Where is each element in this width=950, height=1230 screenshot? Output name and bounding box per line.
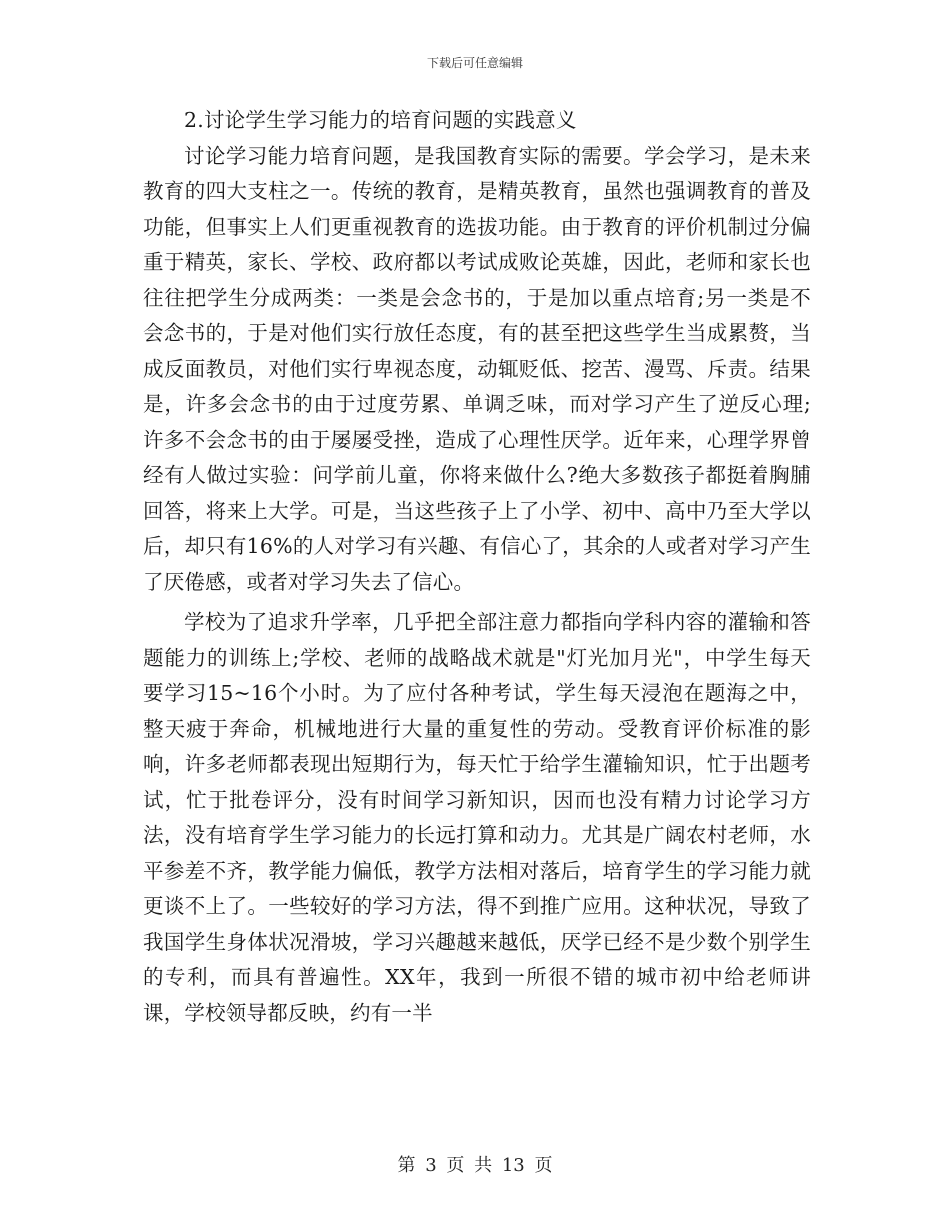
page-number-footer: 第 3 页 共 13 页 — [397, 1155, 553, 1176]
document-body — [143, 103, 811, 1031]
paragraph-1: 讨论学习能力培育问题，是我国教育实际的需要。学会学习，是未来教育的四大支柱之一。传统的教育，是精英教育，虽然也强调教育的普及功能，但事实上人们更重视教育的选拔功能。由于教育的评价机制过分偏重于精英，家长、学校、政府都以考试成败论英雄，因此，老师和家长也往往把学生分成两类：一类是会念书的，于是加以重点培育;另一类是不会念书的，于是对他们实行放任态度，有的甚至把这些学生当成累赘，当成反面教员，对他们实行卑视态度，动辄贬低、挖苦、漫骂、斥责。结果是，许多会念书的由于过度劳累、单调乏味，而对学习产生了逆反心理;许多不会念书的由于屡屡受挫，造成了心理性厌学。近年来，心理学界曾经有人做过实验：问学前儿童，你将来做什么?绝大多数孩子都挺着胸脯回答，将来上大学。可是，当这些孩子上了小学、初中、高中乃至大学以后，却只有16%的人对学习有兴趣、有信心了，其余的人或者对学习产生了厌倦感，或者对学习失去了信心。 — [143, 143, 811, 594]
paragraph-2: 学校为了追求升学率，几乎把全部注意力都指向学科内容的灌输和答题能力的训练上;学校、老师的战略战术就是"灯光加月光"，中学生每天要学习15~16个小时。为了应付各种考试，学生每天浸泡在题海之中，整天疲于奔命，机械地进行大量的重复性的劳动。受教育评价标准的影响，许多老师都表现出短期行为，每天忙于给学生灌输知识，忙于出题考试，忙于批卷评分，没有时间学习新知识，因而也没有精力讨论学习方法，没有培育学生学习能力的长远打算和动力。尤其是广阔农村老师，水平参差不齐，教学能力偏低，教学方法相对落后，培育学生的学习能力就更谈不上了。一些较好的学习方法，得不到推广应用。这种状况，导致了我国学生身体状况滑坡，学习兴趣越来越低，厌学已经不是少数个别学生的专利，而具有普遍性。XX年，我到一所很不错的城市初中给老师讲课，学校领导都反映，约有一半 — [143, 610, 811, 1025]
page-header-note: 下载后可任意编辑 — [426, 56, 523, 70]
section-heading: 2.讨论学生学习能力的培育问题的实践意义 — [184, 108, 577, 132]
